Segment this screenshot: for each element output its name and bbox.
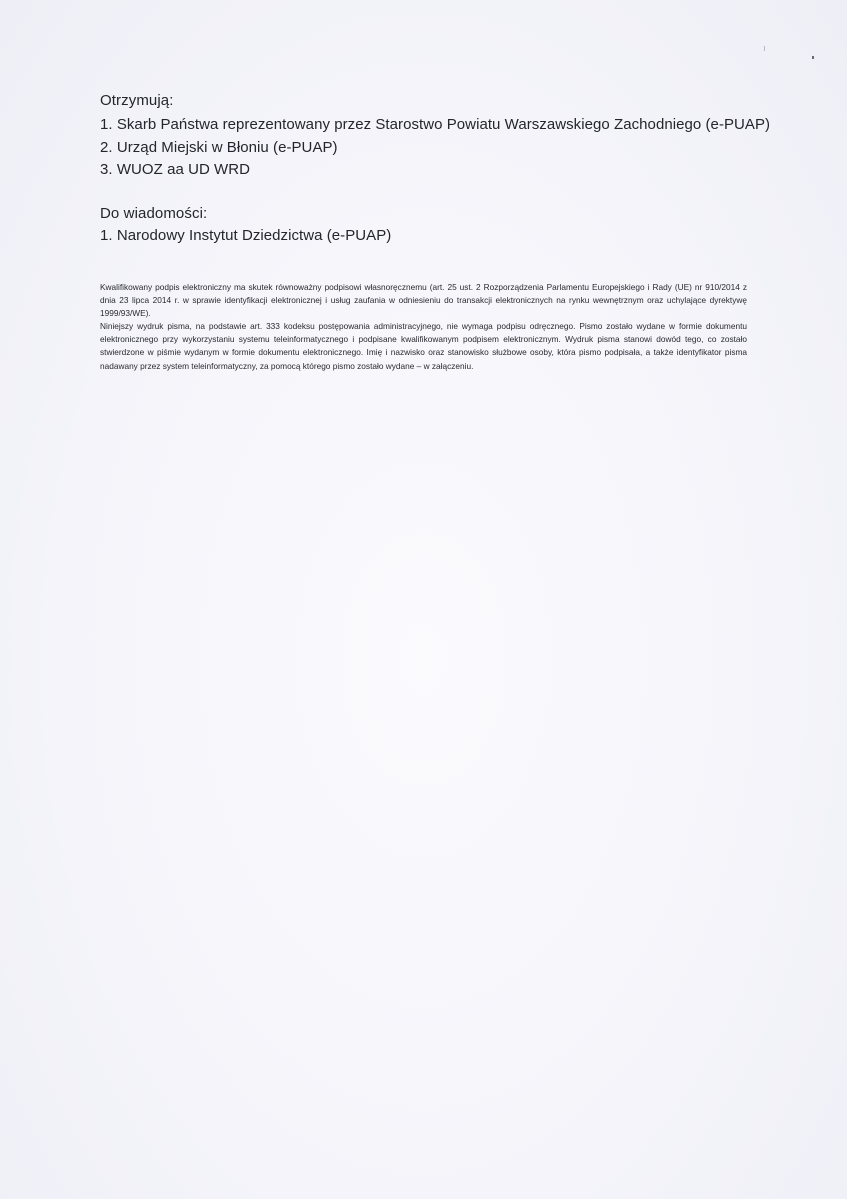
scan-artifact-mark	[764, 46, 765, 51]
signature-notice-block	[100, 281, 747, 321]
recipient-item: 3. WUOZ aa UD WRD	[100, 161, 251, 178]
recipient-item: 2. Urząd Miejski w Błoniu (e-PUAP)	[100, 139, 338, 156]
for-information-item: 1. Narodowy Instytut Dziedzictwa (e-PUAP)	[100, 227, 392, 244]
printout-notice-block	[100, 320, 747, 373]
printout-notice-text: Niniejszy wydruk pisma, na podstawie art. 333 kodeksu postępowania administracyjnego, nie wymaga podpisu odręcznego. Pismo zostało wydane w formie dokumentu elektronicznego przy wykorzystaniu systemu teleinformatycznego i podpisane kwalifikowanym podpisem elektronicznym. Wydruk pisma stanowi dowód tego, co zostało stwierdzone w piśmie wydanym w formie dokumentu elektronicznego. Imię i nazwisko oraz stanowisko służbowe osoby, która pismo podpisała, a także identyfikator pisma nadawany przez system teleinformatyczny, za pomocą którego pismo zostało wydane – w załączeniu.	[100, 321, 747, 371]
for-information-heading: Do wiadomości:	[100, 205, 208, 222]
scan-artifact-dot	[812, 56, 814, 59]
recipients-heading: Otrzymują:	[100, 92, 174, 109]
signature-notice-text: Kwalifikowany podpis elektroniczny ma skutek równoważny podpisowi własnoręcznemu (art. 25 ust. 2 Rozporządzenia Parlamentu Europejskiego i Rady (UE) nr 910/2014 z dnia 23 lipca 2014 r. w sprawie identyfikacji elektronicznej i usług zaufania w odniesieniu do transakcji elektronicznych na rynku wewnętrznym oraz uchylające dyrektywę 1999/93/WE).	[100, 282, 747, 319]
recipient-item: 1. Skarb Państwa reprezentowany przez Starostwo Powiatu Warszawskiego Zachodniego (e-PUAP)	[100, 116, 771, 133]
